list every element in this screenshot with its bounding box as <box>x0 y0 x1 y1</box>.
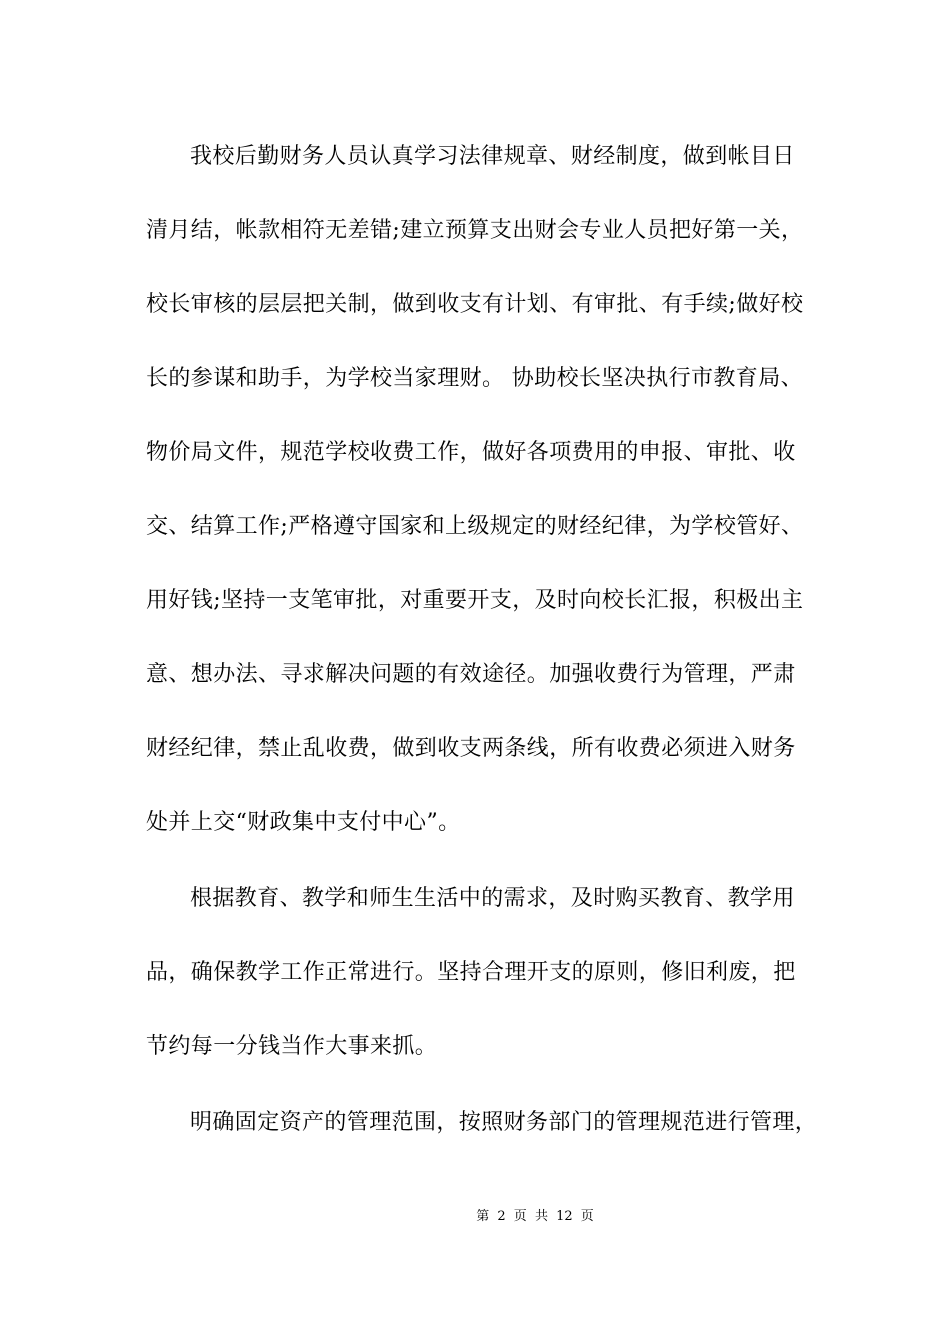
paragraph-1-line-4: 长的参谋和助手，为学校当家理财。 协助校长坚决执行市教育局、 <box>146 366 803 391</box>
paragraph-2-line-3: 节约每一分钱当作大事来抓。 <box>146 1034 438 1059</box>
paragraph-1-line-3: 校长审核的层层把关制，做到收支有计划、有审批、有手续;做好校 <box>146 292 804 317</box>
paragraph-3-line-1: 明确固定资产的管理范围，按照财务部门的管理规范进行管理， <box>190 1110 818 1135</box>
paragraph-1-line-8: 意、想办法、寻求解决问题的有效途径。加强收费行为管理，严肃 <box>146 662 796 687</box>
paragraph-2-line-1: 根据教育、教学和师生生活中的需求，及时购买教育、教学用 <box>190 886 795 911</box>
footer-page-word: 页 <box>513 1209 527 1224</box>
paragraph-2-line-2: 品，确保教学工作正常进行。坚持合理开支的原则，修旧利废，把 <box>146 960 796 985</box>
paragraph-1-line-5: 物价局文件，规范学校收费工作，做好各项费用的申报、审批、收 <box>146 440 796 465</box>
footer-current-page: 2 <box>497 1209 506 1224</box>
paragraph-1-line-1: 我校后勤财务人员认真学习法律规章、财经制度，做到帐目日 <box>190 144 795 169</box>
footer-suffix: 页 <box>580 1209 594 1224</box>
paragraph-1-line-9: 财经纪律，禁止乱收费，做到收支两条线，所有收费必须进入财务 <box>146 736 796 761</box>
footer-prefix: 第 <box>476 1209 490 1224</box>
paragraph-1-line-6: 交、结算工作;严格遵守国家和上级规定的财经纪律，为学校管好、 <box>146 514 804 539</box>
paragraph-1-line-7: 用好钱;坚持一支笔审批，对重要开支，及时向校长汇报，积极出主 <box>146 588 804 613</box>
paragraph-1-line-2: 清月结，帐款相符无差错;建立预算支出财会专业人员把好第一关， <box>146 218 804 243</box>
page-footer <box>0 1208 950 1226</box>
footer-total-word: 共 <box>534 1209 548 1224</box>
paragraph-1-line-10: 处并上交“财政集中支付中心”。 <box>146 810 461 835</box>
footer-total-pages: 12 <box>556 1209 573 1224</box>
